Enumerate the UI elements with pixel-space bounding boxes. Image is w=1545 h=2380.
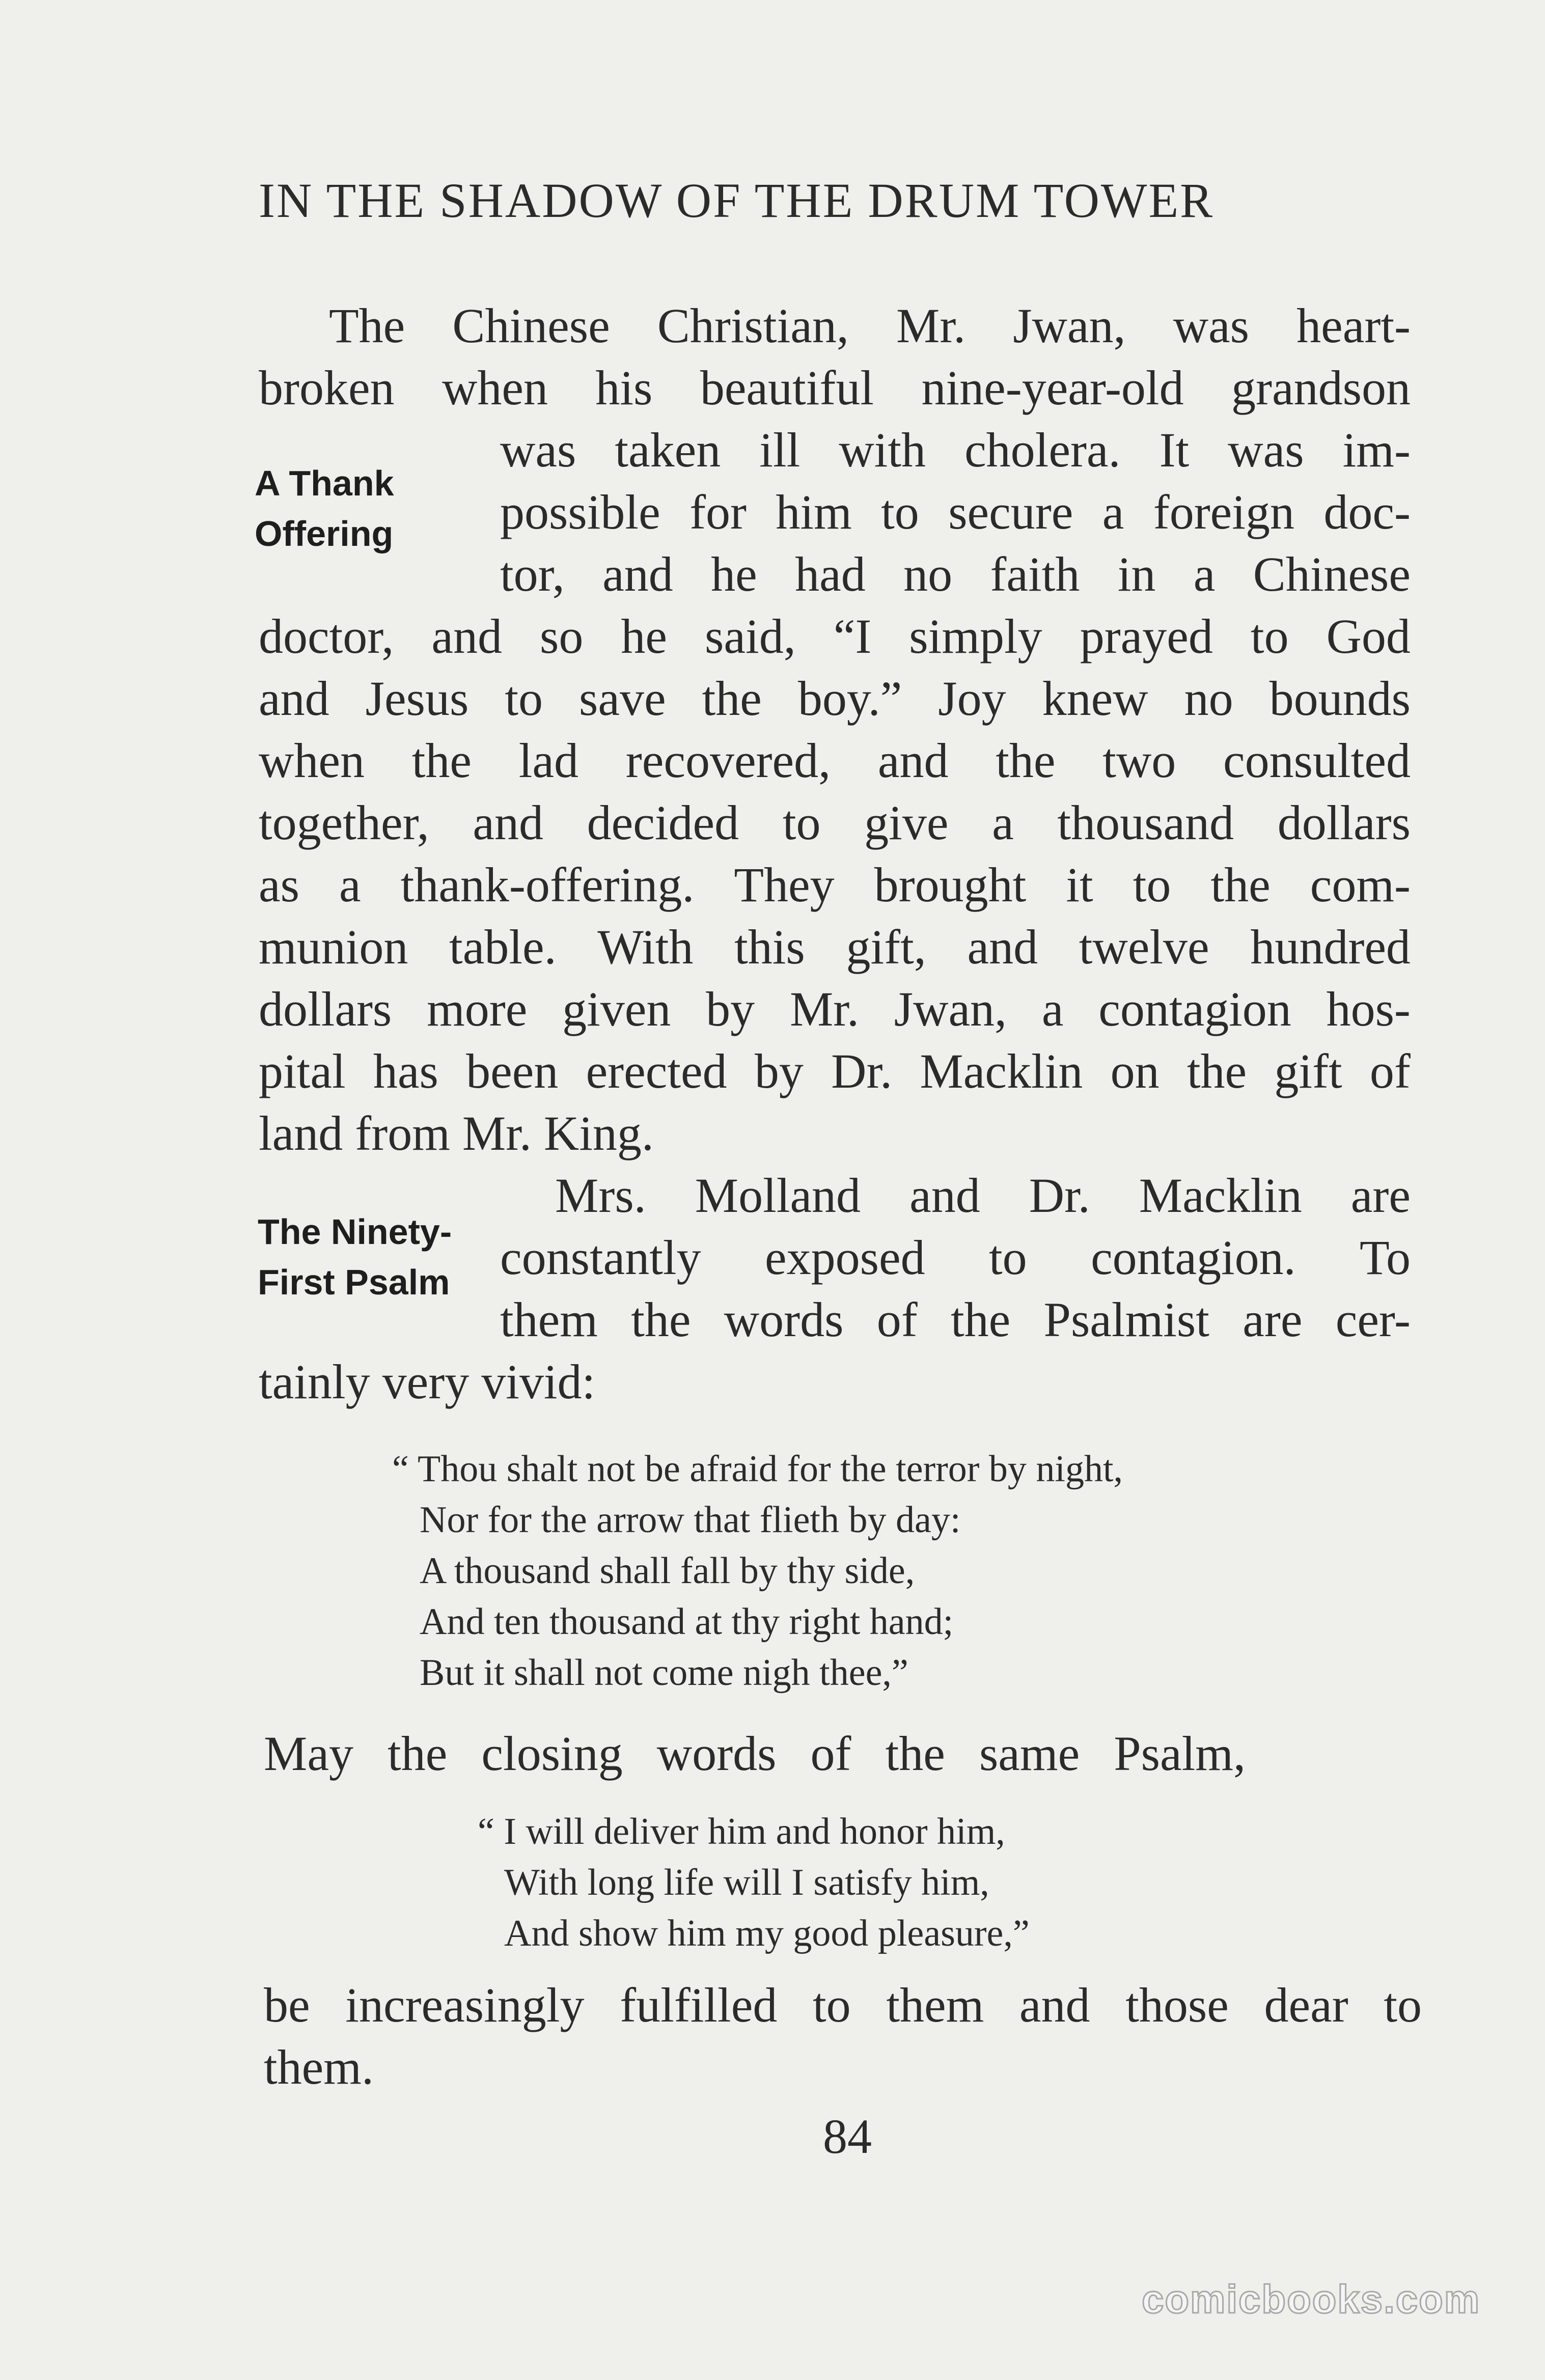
- text-line: when the lad recovered, and the two consulted: [259, 733, 1411, 788]
- text-line: tainly very vivid:: [259, 1354, 596, 1409]
- watermark: comicbooks.com: [1142, 2277, 1481, 2321]
- text-line: tor, and he had no faith in a Chinese: [500, 547, 1411, 601]
- text-line: be increasingly fulfilled to them and those dear to: [264, 1978, 1422, 2032]
- verse-line: And show him my good pleasure,”: [504, 1913, 1030, 1954]
- running-head: IN THE SHADOW OF THE DRUM TOWER: [259, 173, 1215, 228]
- side-note-ninety-first-psalm: The Ninety- First Psalm: [258, 1212, 452, 1303]
- text-line: The Chinese Christian, Mr. Jwan, was heart-: [329, 298, 1411, 353]
- verse-line: Nor for the arrow that flieth by day:: [420, 1499, 961, 1541]
- side-note-thank-offering: A Thank Offering: [255, 463, 394, 554]
- text-line: land from Mr. King.: [259, 1106, 654, 1160]
- verse-line: And ten thousand at thy right hand;: [420, 1601, 954, 1643]
- verse-line: A thousand shall fall by thy side,: [420, 1550, 915, 1592]
- text-line: pital has been erected by Dr. Macklin on the gift of: [259, 1044, 1411, 1098]
- text-line: was taken ill with cholera. It was im-: [500, 423, 1411, 477]
- text-line: them.: [264, 2040, 374, 2094]
- text-line: as a thank-offering. They brought it to the com-: [259, 857, 1411, 912]
- text-line: and Jesus to save the boy.” Joy knew no bounds: [259, 671, 1411, 726]
- text-line: dollars more given by Mr. Jwan, a contagion hos-: [259, 982, 1411, 1036]
- text-line: Mrs. Molland and Dr. Macklin are: [555, 1168, 1411, 1223]
- verse-line: “ I will deliver him and honor him,: [478, 1811, 1005, 1852]
- text-line: munion table. With this gift, and twelve hundred: [259, 920, 1411, 974]
- text-line: them the words of the Psalmist are cer-: [500, 1292, 1411, 1347]
- page-number: 84: [823, 2109, 872, 2164]
- text-line: constantly exposed to contagion. To: [500, 1230, 1411, 1285]
- text-line: doctor, and so he said, “I simply prayed to God: [259, 609, 1411, 663]
- verse-line: But it shall not come nigh thee,”: [420, 1652, 908, 1694]
- text-line: possible for him to secure a foreign doc-: [500, 485, 1411, 539]
- text-line: broken when his beautiful nine-year-old grandson: [259, 361, 1411, 415]
- verse-line: “ Thou shalt not be afraid for the terror by night,: [392, 1448, 1123, 1490]
- text-line: May the closing words of the same Psalm,: [264, 1726, 1246, 1781]
- text-line: together, and decided to give a thousand dollars: [259, 795, 1411, 850]
- verse-line: With long life will I satisfy him,: [504, 1862, 989, 1903]
